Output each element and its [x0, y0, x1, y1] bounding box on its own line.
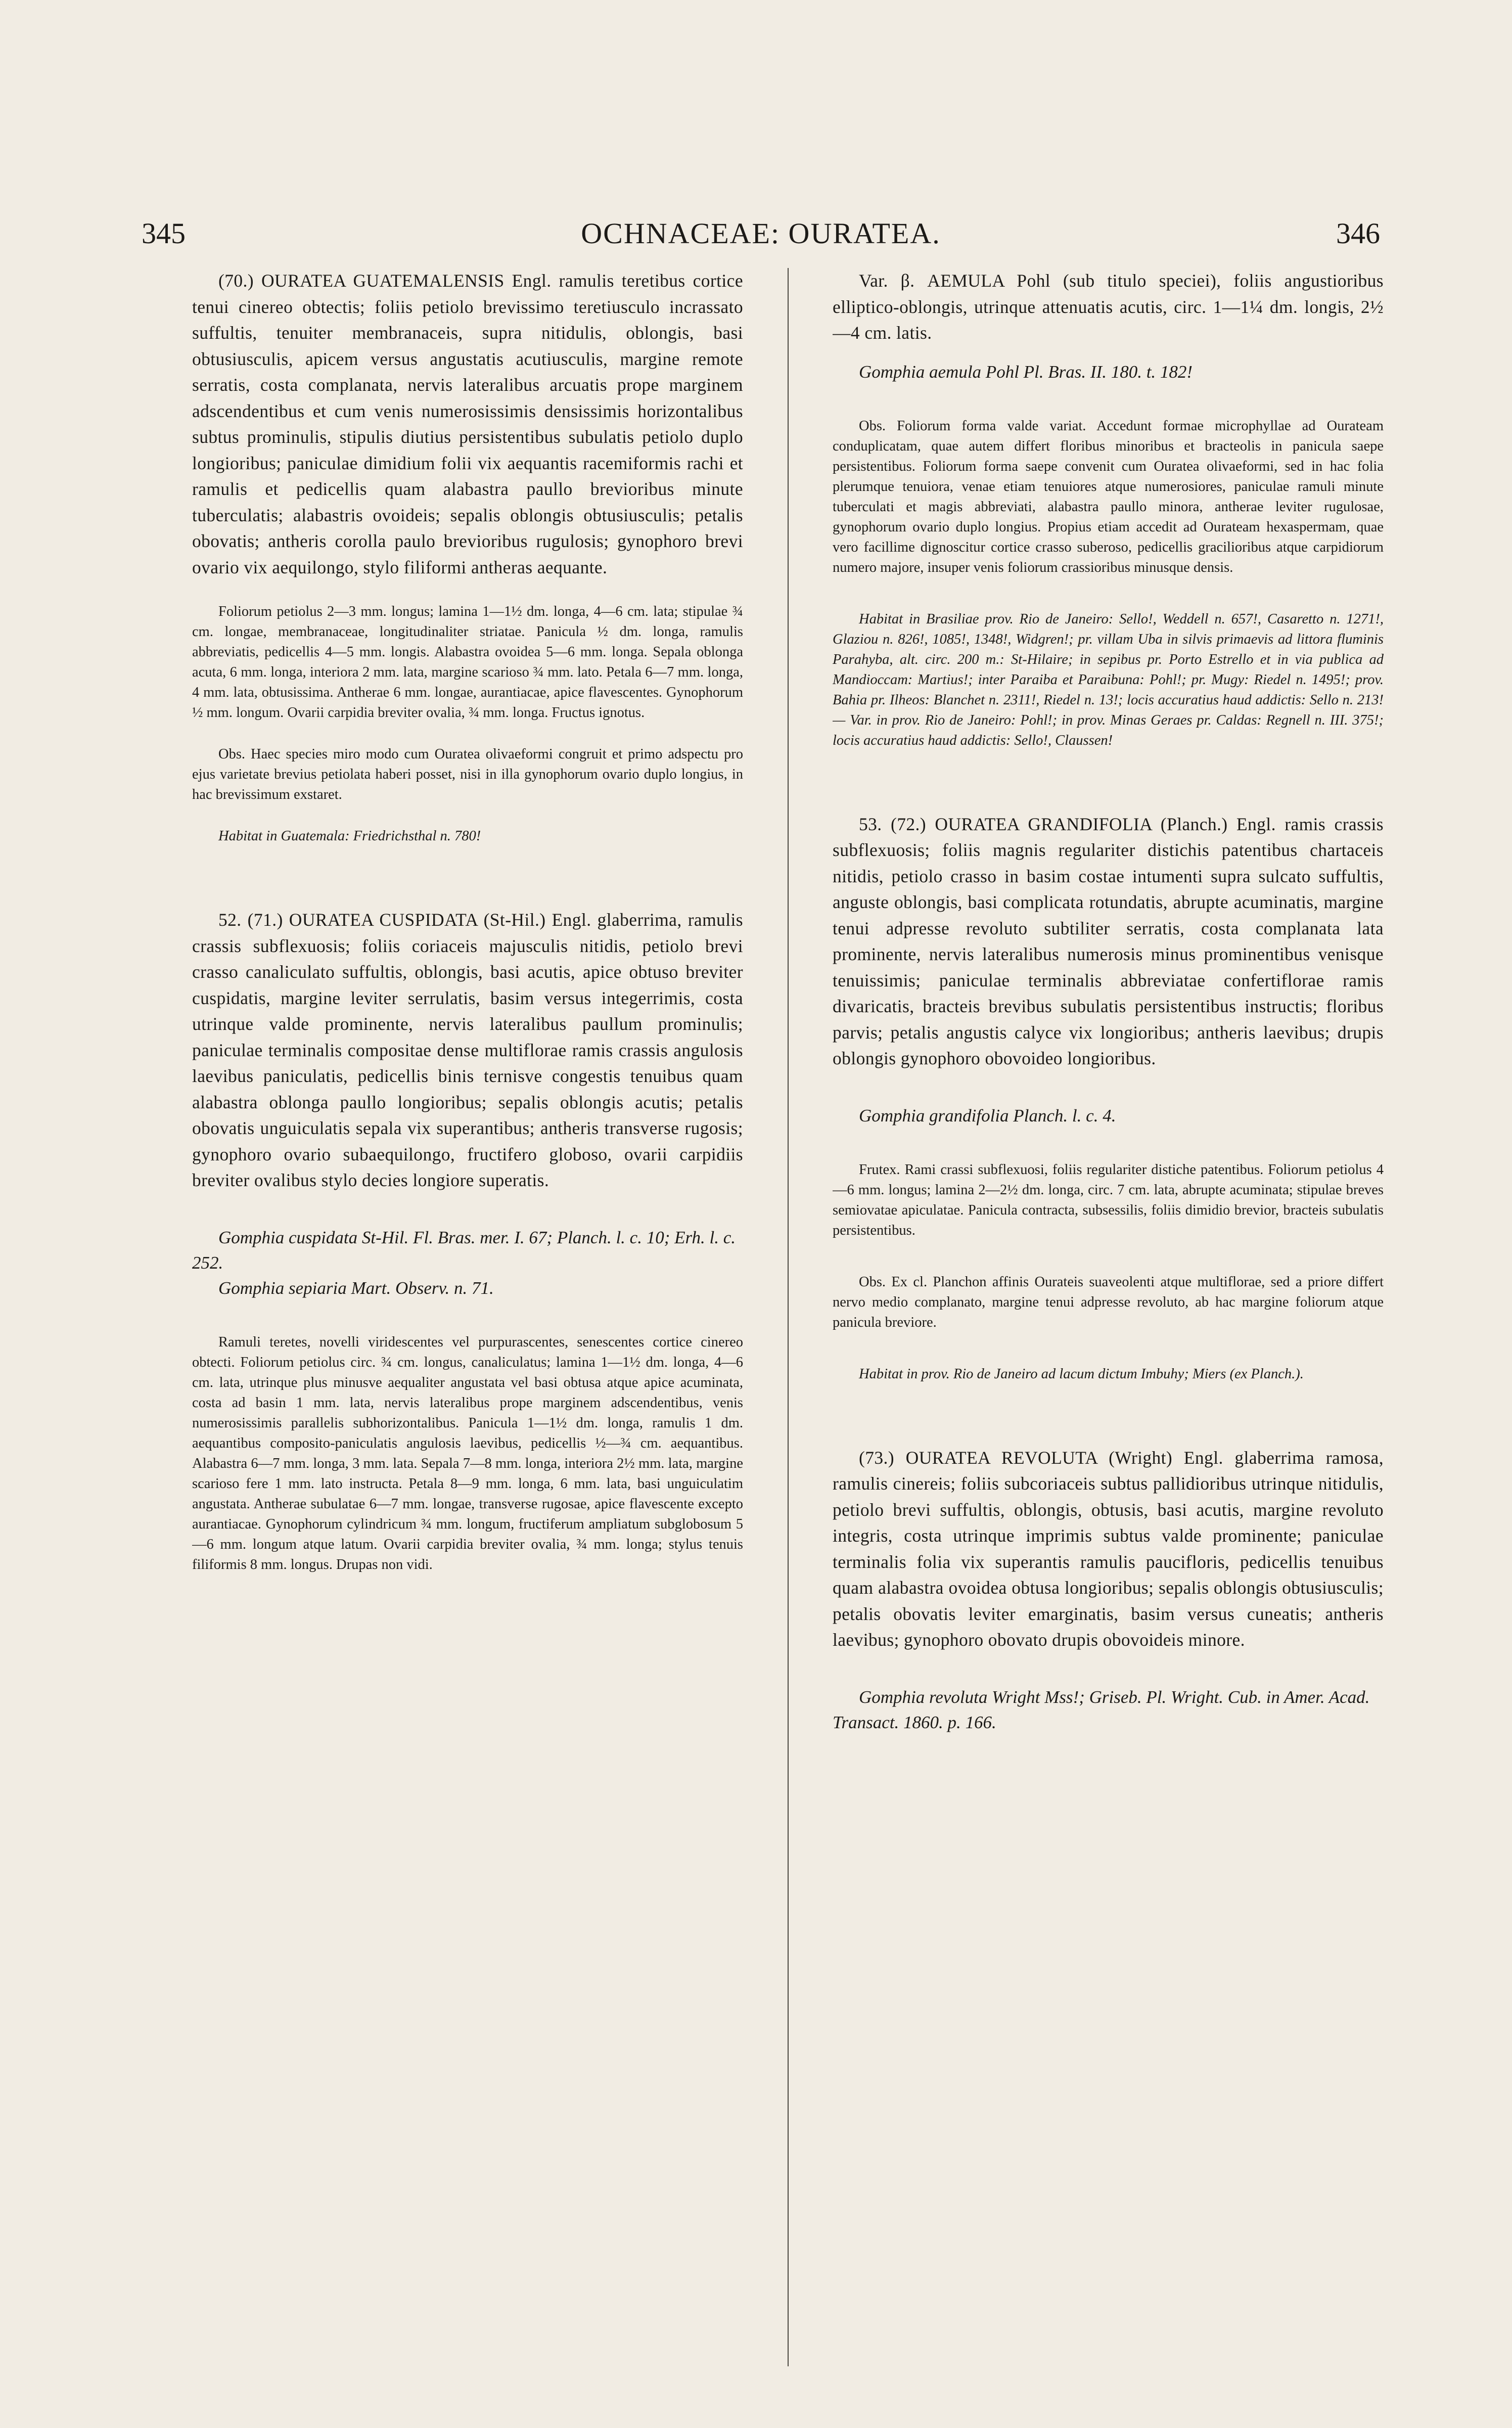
species-73-diagnosis: (73.) OURATEA REVOLUTA (Wright) Engl. glaberrima ramosa, ramulis cinereis; foliis subcoriaceis subtus pallidioribus utrinque nitidulis, petiolo brevi suffultis, oblongis, obtusis, basi acutis, margine revoluto integris, costa utrinque imprimis subtus valde prominente; paniculae terminalis folia vix superantis ramulis paucifloris, pedicellis tenuibus quam alabastra ovoidea obtusa longioribus; sepalis oblongis obtusiusculis; petalis obovatis leviter emarginatis, basim versus cuneatis; antheris laevibus; gynophoro obovato drupis obovoideis minore. — [833, 1447, 1384, 1650]
species-71-diagnosis: 52. (71.) OURATEA CUSPIDATA (St-Hil.) Engl. glaberrima, ramulis crassis subflexuosis; foliis coriaceis majusculis nitidis, petiolo brevi crasso canaliculato suffultis, oblongis, basi acutis, apice obtuso breviter cuspidatis, margine leviter serrulatis, basim versus integerrimis, costa utrinque valde prominente, nervis lateralibus paullum prominulis; paniculae terminalis compositae dense multiflorae ramis crassis angulosis laevibus paniculatis, pedicellis binis ternisve congestis tenuibus quam alabastra oblonga paullo longioribus; sepalis oblongis acutis; petalis obovatis unguiculatis sepala vix superantibus; antheris transverse rugosis; gynophoro ovario subaequilongo, fructifero globoso, ovarii carpidiis breviter ovalibus stylo decies longiore superatis. — [192, 910, 743, 1190]
species-71-synonym-2: Gomphia sepiaria Mart. Observ. n. 71. — [218, 1278, 494, 1298]
species-70-habitat: Habitat in Guatemala: Friedrichsthal n. 780! — [218, 828, 481, 844]
species-72-diagnosis: 53. (72.) OURATEA GRANDIFOLIA (Planch.) Engl. ramis crassis subflexuosis; foliis magnis regulariter distichis patentibus chartaceis nitidis, petiolo crasso in basim costae intumenti supra sulcato suffultis, anguste oblongis, basi complicata rotundatis, abrupte acuminatis, margine tenui adpresse revoluto subtiliter serratis, costa complanata lata prominente, nervis lateralibus numerosis minus prominentibus venisque tenuissimis; paniculae terminalis abbreviatae confertiflorae ramis divaricatis, bracteis brevibus subulatis persistentibus instructis; floribus parvis; petalis angustis calyce vix longioribus; antheris laevibus; drupis oblongis gynophoro obovoideo longioribus. — [833, 814, 1384, 1068]
species-70-description: Foliorum petiolus 2—3 mm. longus; lamina 1—1½ dm. longa, 4—6 cm. lata; stipulae ¾ cm. longae, membranaceae, longitudinaliter striatae. Panicula ½ dm. longa, ramulis abbreviatis, pedicellis 4—5 mm. longis. Alabastra ovoidea 5—6 mm. longa. Sepala oblonga acuta, 6 mm. longa, interiora 2 mm. lata, margine scarioso ¾ mm. lato. Petala 6—7 mm. longa, 4 mm. lata, obtusissima. Antherae 6 mm. longae, aurantiacae, apice flavescentes. Gynophorum ½ mm. longum. Ovarii carpidia breviter ovalia, ¾ mm. longa. Fructus ignotus. — [192, 604, 743, 721]
page-header — [142, 216, 1380, 257]
species-71-description: Ramuli teretes, novelli viridescentes vel purpurascentes, senescentes cortice cinereo obtecti. Foliorum petiolus circ. ¾ cm. longus, canaliculatus; lamina 1—1½ dm. longa, 4—6 cm. lata, utrinque plus minusve aequaliter angustata vel basi obtusa atque apice acuminata, costa ad basin 1 mm. lata, nervis lateralibus prope marginem adscendentibus, venis numerosissimis parallelis subhorizontalibus. Panicula 1—1½ dm. longa, ramulis 1 dm. aequantibus composito-paniculatis angulosis laevibus, pedicellis ½—¾ cm. aequantibus. Alabastra 6—7 mm. longa, 3 mm. lata. Sepala 7—8 mm. longa, interiora 2½ mm. lata, margine scarioso fere 1 mm. lato instructa. Petala 8—9 mm. longa, 6 mm. lata, basi unguiculatim angustata. Antherae subulatae 6—7 mm. longae, transverse rugosae, apice flavescente excepto aurantiacae. Gynophorum cylindricum ¾ mm. longum, fructiferum ampliatum subglobosum 5—6 mm. longum atque latum. Ovarii carpidia breviter ovalia, ¾ mm. longa; stylus tenuis filiformis 8 mm. longus. Drupas non vidi. — [192, 1334, 743, 1572]
species-71-synonym-1: Gomphia cuspidata St-Hil. Fl. Bras. mer. I. 67; Planch. l. c. 10; Erh. l. c. 252. — [192, 1227, 736, 1273]
species-70-observation: Obs. Haec species miro modo cum Ouratea olivaeformi congruit et primo adspectu pro ejus varietate brevius petiolata haberi posset, nisi in illa gynophorum ovario duplo longius, in hac brevissimum exstaret. — [192, 746, 743, 802]
running-title: OCHNACEAE: OURATEA. — [581, 217, 941, 250]
species-70-diagnosis: (70.) OURATEA GUATEMALENSIS Engl. ramulis teretibus cortice tenui cinereo obtectis; foliis petiolo brevissimo teretiusculo incrassato suffultis, tenuiter membranaceis, supra nitidulis, oblongis, basi obtusiusculis, apicem versus angustatis acutiusculis, margine remote serratis, costa complanata, nervis lateralibus arcuatis prope marginem adscendentibus et cum venis numerosissimis densissimis horizontalibus subtus prominulis, stipulis diutius persistentibus subulatis petiolo duplo longioribus; paniculae dimidium folii vix aequantis racemiformis rachi et ramulis et pedicellis quam alabastra paullo brevioribus minute tuberculatis; alabastris ovoideis; sepalis oblongis obtusiusculis; petalis obovatis; antheris corolla paulo brevioribus rugulosis; gynophoro brevi ovario vix aequilongo, stylo filiformi antheras aequante. — [192, 271, 743, 577]
species-72-observation: Obs. Ex cl. Planchon affinis Ourateis suaveolenti atque multiflorae, sed a priore differt nervo medio complanato, margine tenui adpresse revoluto, ab hac margine foliorum atque panicula breviore. — [833, 1274, 1384, 1330]
species-73-synonym: Gomphia revoluta Wright Mss!; Griseb. Pl. Wright. Cub. in Amer. Acad. Transact. 1860. p. 166. — [833, 1687, 1370, 1732]
variety-aemula-habitat: Habitat in Brasiliae prov. Rio de Janeiro: Sello!, Weddell n. 657!, Casaretto n. 1271!, Glaziou n. 826!, 1085!, 1348!, Widgren!; pr. villam Uba in silvis primaevis ad littora fluminis Parahyba, alt. circ. 200 m.: St-Hilaire; in sepibus pr. Porto Estrello et in via publica ad Mandioccam: Martius!; inter Paraiba et Paraibuna: Pohl!; pr. Mugy: Riedel n. 1495!; prov. Bahia pr. Ilheos: Blanchet n. 2311!, Riedel n. 13!; locis accuratius haud addictis: Sello n. 213! — Var. in prov. Rio de Janeiro: Pohl!; in prov. Minas Geraes pr. Caldas: Regnell n. III. 375!; locis accuratius haud addictis: Sello!, Claussen! — [833, 611, 1384, 748]
page-number-right: 346 — [1336, 217, 1380, 250]
species-72-habitat: Habitat in prov. Rio de Janeiro ad lacum dictum Imbuhy; Miers (ex Planch.). — [859, 1366, 1304, 1382]
species-72-synonym: Gomphia grandifolia Planch. l. c. 4. — [859, 1105, 1116, 1126]
species-72-description: Frutex. Rami crassi subflexuosi, foliis regulariter distiche patentibus. Foliorum petiolus 4—6 mm. longus; lamina 2—2½ dm. longa, circ. 7 cm. lata, abrupte acuminata; stipulae breves semiovatae apiculatae. Panicula contracta, subsessilis, foliis dimidio brevior, bracteis subulatis persistentibus. — [833, 1161, 1384, 1238]
page-number-left: 345 — [142, 217, 186, 250]
variety-aemula-synonym: Gomphia aemula Pohl Pl. Bras. II. 180. t. 182! — [859, 362, 1193, 382]
variety-aemula-diagnosis: Var. β. AEMULA Pohl (sub titulo speciei), foliis angustioribus elliptico-oblongis, utrinque attenuatis acutis, circ. 1—1¼ dm. longis, 2½—4 cm. latis. — [833, 271, 1384, 343]
variety-aemula-observation: Obs. Foliorum forma valde variat. Accedunt formae microphyllae ad Ourateam conduplicatam, quae autem differt floribus minoribus et bracteolis in panicula saepe persistentibus. Foliorum forma saepe convenit cum Ouratea olivaeformi, sed in hac folia plerumque tenuiora, venae etiam tenuiores atque numerosiores, paniculae ramuli minute tuberculati et magis abbreviati, alabastra paullo minora, antherae leviter rugulosae, gynophorum ovario duplo longius. Propius etiam accedit ad Ourateam hexaspermam, quae vero facillime dignoscitur cortice crasso suberoso, pedicellis gracilioribus atque carpidiorum numero majore, insuper venis foliorum crassioribus minusque densis. — [833, 418, 1384, 575]
column-divider — [788, 268, 789, 2366]
left-column — [192, 268, 743, 2366]
right-column — [833, 268, 1384, 2366]
